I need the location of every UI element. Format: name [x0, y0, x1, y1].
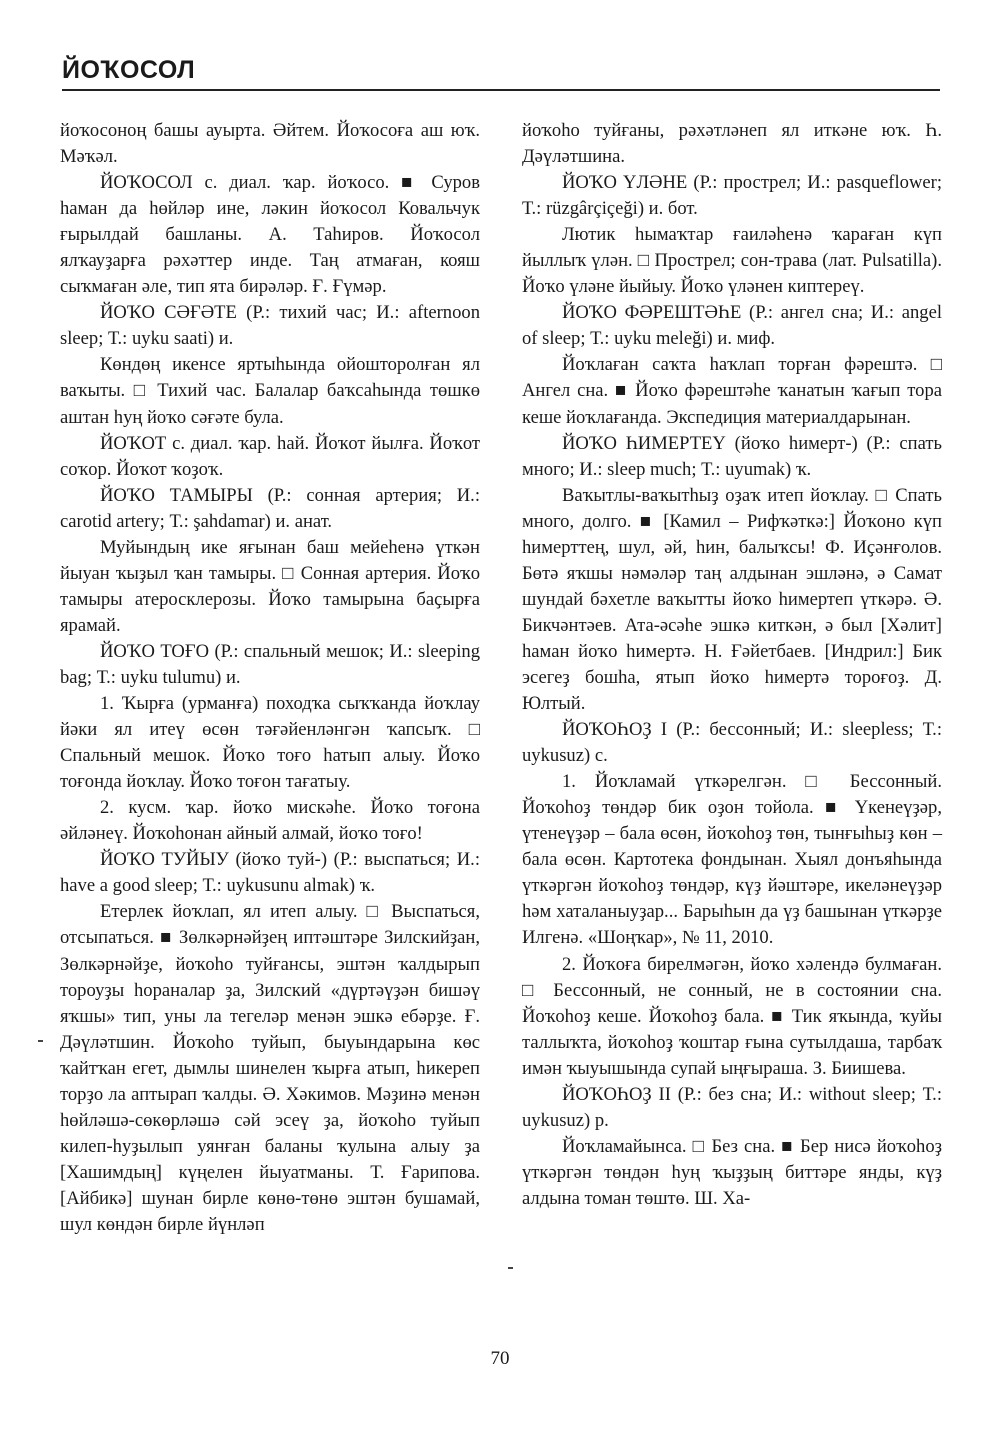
page-number: 70 — [490, 1348, 510, 1369]
entry-yokohoz-2-def: Йоҡламайынса. □ Без сна. ■ Бер нисә йоҡоһоҙ үткәргән төндән һуң ҡыҙҙың биттәре янды, күҙ алдына томан төштө. Ш. Ха- — [522, 1135, 942, 1209]
entry-yoko-tamyry-def: Муйындың ике яғынан баш мейеһенә үткән йыуан ҡыҙыл ҡан тамыры. □ Сонная артерия. Йоҡо тамыры атеросклерозы. Йоҡо тамырына баҫырға ярамай. — [60, 536, 480, 636]
entry-yokohoz-1-sense-1: 1. Йоҡламай үткәрелгән. □ Бессонный. Йоҡоһоҙ төндәр бик оҙон тойола. ■ Үкенеүҙәр, үтенеүҙәр – бала өсөн, йоҡоһоҙ төн, тынғыһыҙ көн – бала өсөн. Картотека фондынан. Хыял донъяһында үткәргән йоҡоһоҙ төндәр, күҙ йәштәре, икеләнеүҙәр һәм хаталаныуҙар... Барыһын да үҙ башынан үткәрҙе Илгенә. «Шоңҡар», № 11, 2010. — [522, 771, 942, 949]
page-header — [62, 56, 940, 91]
entry-yoko-himerteu-head: ЙОҠО ҺИМЕРТЕҮ (йоҡо һимерт-) (Р.: спать много; И.: sleep much; Т.: uyumak) ҡ. — [522, 432, 942, 480]
entry-yoko-tamyry-head: ЙОҠО ТАМЫРЫ (Р.: сонная артерия; И.: carotid artery; Т.: şahdamar) и. анат. — [60, 484, 480, 532]
margin-mark — [508, 1267, 513, 1269]
entry-text: йоҡосоноң башы ауырта. Әйтем. Йоҡосоға аш юҡ. Мәҡәл. — [60, 120, 480, 168]
entry-yoko-segete-def: Көндөң икенсе яртыһында ойошторолған ял ваҡыты. □ Тихий час. Балалар баҡсаһында төшкө аштан һуң йоҡо сәғәте була. — [60, 354, 480, 428]
entry-yoko-ulene-def: Лютик һымаҡтар ғаиләһенә ҡараған күп йыллыҡ үлән. □ Прострел; сон-трава (лат. Pulsatilla). Йоҡо үләне йыйыу. Йоҡо үләнен киптереү. — [522, 224, 942, 298]
left-column — [60, 118, 480, 1238]
entry-yoko-togo-sense-1: 1. Ҡырға (урманға) походҡа сыҡҡанда йоҡлау йәки ял итеү өсөн тәғәйенләнгән ҡапсыҡ. □ Спальный мешок. Йоҡо тоғо һатып алыу. Йоҡо тоғонда йоҡлау. Йоҡо тоғон тағатыу. — [60, 693, 480, 793]
entry-yoko-tuyyu-head: ЙОҠО ТУЙЫУ (йоҡо туй-) (Р.: выспаться; И.: have a good sleep; Т.: uykusunu almak) ҡ. — [60, 849, 480, 897]
entry-yokosol: ЙОҠОСОЛ с. диал. ҡар. йоҡосо. ■ Суров һаман да һөйләр ине, ләкин йоҡосол Ковальчук ғырылдай башланы. А. Таһиров. Йоҡосол ялҡауҙарға рәхәттер инде. Таң атмаған, кояш сыҡмаған әле, тип ята бирәләр. Ғ. Ғүмәр. — [60, 172, 480, 298]
entry-yoko-fereshtehe-def: Йоҡлаған саҡта һаҡлап торған фәрештә. □ Ангел сна. ■ Йоҡо фәрештәһе ҡанатын ҡағып тора кеше йоҡлағанда. Экспедиция материалдарынан. — [522, 354, 942, 428]
entry-yokohoz-1-head: ЙОҠОҺОҘ I (Р.: бессонный; И.: sleepless; Т.: uykusuz) с. — [522, 719, 942, 767]
entry-yokohoz-2-head: ЙОҠОҺОҘ II (Р.: без сна; И.: without sleep; Т.: uykusuz) р. — [522, 1083, 942, 1131]
entry-yoko-fereshtehe-head: ЙОҠО ФӘРЕШТӘҺЕ (Р.: ангел сна; И.: angel of sleep; Т.: uyku meleği) и. миф. — [522, 302, 942, 350]
entry-yoko-togo-head: ЙОҠО ТОҒО (Р.: спальный мешок; И.: sleeping bag; Т.: uyku tulumu) и. — [60, 640, 480, 688]
entry-yokot: ЙОҠОТ с. диал. ҡар. һай. Йоҡот йылға. Йоҡот соҡор. Йоҡот ҡоҙоҡ. — [60, 432, 480, 480]
entry-yoko-togo-sense-2: 2. кусм. ҡар. йоҡо мискәһе. Йоҡо тоғона әйләнеү. Йоҡоһонан айный алмай, йоҡо тоғо! — [60, 797, 480, 845]
margin-mark — [38, 1040, 43, 1042]
entry-text: йоҡоһо туйғаны, рәхәтләнеп ял иткәне юҡ. Һ. Дәүләтшина. — [522, 120, 942, 168]
entry-yokohoz-1-sense-2: 2. Йоҡоға бирелмәгән, йоҡо хәлендә булмаған. □ Бессонный, не сонный, не в состоянии сна. Йоҡоһоҙ кеше. Йоҡоһоҙ бала. ■ Тик яҡында, ҡуйы таллыҡта, йоҡоһоҙ ҡоштар ғына сутылдаша, тарбаҡ имән ҡыуышында супай ыңғыраша. З. Биишева. — [522, 953, 942, 1079]
entry-yoko-ulene-head: ЙОҠО ҮЛӘНЕ (Р.: прострел; И.: pasqueflower; Т.: rüzgârçiçeği) и. бот. — [522, 172, 942, 220]
entry-yoko-segete-head: ЙОҠО СӘҒӘТЕ (Р.: тихий час; И.: afternoon sleep; Т.: uyku saati) и. — [60, 302, 480, 350]
running-head: ЙОҠОСОЛ — [62, 56, 196, 84]
right-column — [522, 118, 942, 1212]
entry-yoko-himerteu-def: Ваҡытлы-ваҡытһыҙ оҙаҡ итеп йоҡлау. □ Спать много, долго. ■ [Камил – Рифҡәткә:] Йоҡоно күп һимерттең, шул, әй, һин, балыҡсы! Ф. Иҫәнғолов. Бөтә яҡшы нәмәләр таң алдынан эшләнә, ә Самат шундай бәхетле ваҡытты йоҡо һимертеп үткәрә. Ә. Бикчәнтәев. Ата-әсәһе эшкә киткән, ә был [Хәлит] һаман йоҡо һимертә. Н. Ғәйетбаев. [Индрил:] Бик эсегеҙ бошһа, ятып йоҡо һимертә тороғоҙ. Д. Юлтый. — [522, 484, 942, 715]
entry-yoko-tuyyu-def: Етерлек йоҡлап, ял итеп алыу. □ Выспаться, отсыпаться. ■ Зөлкәрнәйҙең иптәштәре Зилскийҙан, Зөлкәрнәйҙе, йоҡоһо туйғансы, эштән ҡалдырып тороуҙы һораналар ҙа, Зилский «дүртәүҙән бишәү яҡшы» тип, уны ла тегеләр менән эшкә ебәрҙе. Ғ. Дәүләтшин. Йоҡоһо туйып, быуындарына көс ҡайтҡан егет, дымлы шинелен ҡырға атып, һикереп торҙо ла аптырап ҡалды. Ә. Хәкимов. Мәҙинә менән һөйләшә-сөкөрләшә сәй эсеү ҙа, йоҡоһо туйып килеп-һуҙылып уянған баланы ҡулына алыу ҙа [Хашимдың] күңелен йыуатманы. Т. Ғарипова. [Айбикә] шунан бирле көнө-төнө эштән бушамай, шул көндән бирле йүнләп — [60, 901, 480, 1235]
